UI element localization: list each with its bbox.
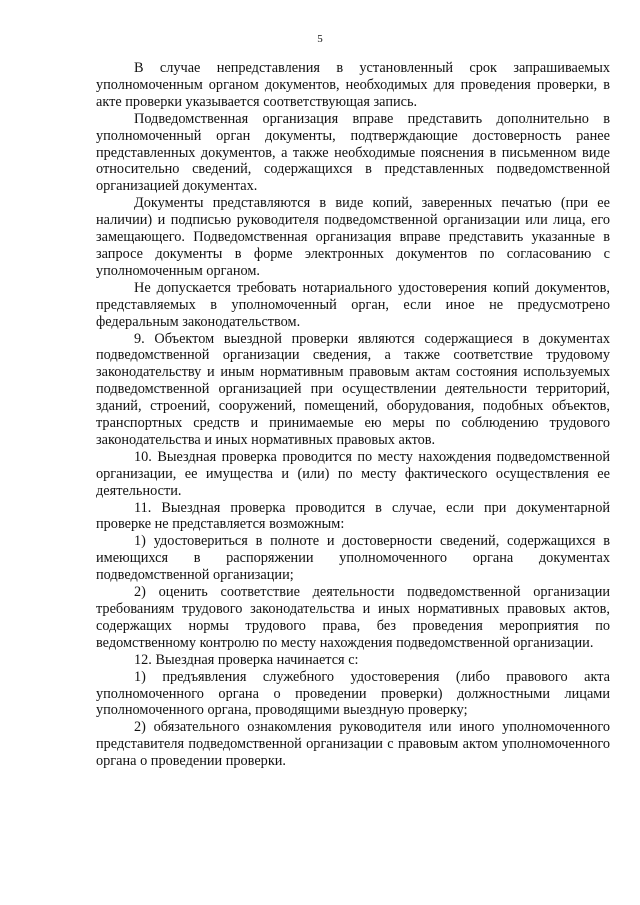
page-number: 5 <box>317 33 323 45</box>
paragraph-item-10: 10. Выездная проверка проводится по месту нахождения подведомственной организации, ее имущества и (или) по месту фактического осуществления ее деятельности. <box>96 448 610 499</box>
paragraph-item-11: 11. Выездная проверка проводится в случае, если при документарной проверке не представляется возможным: <box>96 499 610 533</box>
paragraph-item-12-sub-2: 2) обязательного ознакомления руководителя или иного уполномоченного представителя подведомственной организации с правовым актом уполномоченного органа о проведении проверки. <box>96 719 610 770</box>
paragraph-additional-documents: Подведомственная организация вправе представить дополнительно в уполномоченный орган документы, подтверждающие достоверность ранее представленных документов, а также необходимые пояснения в письменном виде относительно сведений, содержащихся в представленных подведомственной организацией документах. <box>96 110 610 195</box>
paragraph-item-9: 9. Объектом выездной проверки являются содержащиеся в документах подведомственной организации сведения, а также соответствие трудовому законодательству и иным нормативным правовым актам состояния используемых подведомственной организацией при осуществлении деятельности территорий, зданий, строений, сооружений, помещений, оборудования, подобных объектов, транспортных средств и принимаемые ею меры по соблюдению трудового законодательства и иных нормативных правовых актов. <box>96 330 610 448</box>
paragraph-item-12: 12. Выездная проверка начинается с: <box>134 651 359 668</box>
document-body <box>96 60 610 770</box>
paragraph-item-12-sub-1: 1) предъявления служебного удостоверения (либо правового акта уполномоченного органа о проведении проверки) должностными лицами уполномоченного органа, проводящими выездную проверку; <box>96 668 610 719</box>
paragraph-nonsubmission: В случае непредставления в установленный срок запрашиваемых уполномоченным органом документов, необходимых для проведения проверки, в акте проверки указывается соответствующая запись. <box>96 60 610 110</box>
paragraph-document-copies: Документы представляются в виде копий, заверенных печатью (при ее наличии) и подписью руководителя подведомственной организации или лица, его замещающего. Подведомственная организация вправе представить указанные в запросе документы в форме электронных документов по согласованию с уполномоченным органом. <box>96 195 610 279</box>
paragraph-item-11-sub-1: 1) удостовериться в полноте и достоверности сведений, содержащихся в имеющихся в распоряжении уполномоченного органа документах подведомственной организации; <box>96 533 610 584</box>
paragraph-item-11-sub-2: 2) оценить соответствие деятельности подведомственной организации требованиям трудового законодательства и иных нормативных правовых актов, содержащих нормы трудового права, без проведения мероприятия по ведомственному контролю по месту нахождения подведомственной организации. <box>96 584 610 651</box>
paragraph-notarization: Не допускается требовать нотариального удостоверения копий документов, представляемых в уполномоченный орган, если иное не предусмотрено федеральным законодательством. <box>96 279 610 330</box>
